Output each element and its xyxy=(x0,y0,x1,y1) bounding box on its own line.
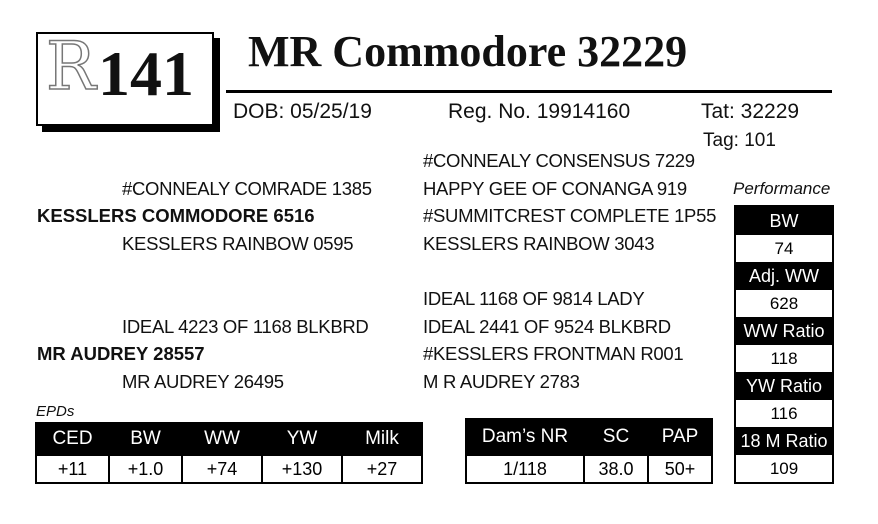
pedigree-dam-dam: MR AUDREY 26495 xyxy=(122,371,284,392)
epds-label: EPDs xyxy=(36,403,75,420)
dam-stats-header-row xyxy=(466,419,712,455)
epd-header-bw: BW xyxy=(109,423,182,455)
dam-stats-header-nr: Dam’s NR xyxy=(466,419,584,455)
pedigree-dam: MR AUDREY 28557 xyxy=(37,343,205,364)
pedigree-sire-sire: #CONNEALY COMRADE 1385 xyxy=(122,178,372,199)
perf-label-adj-ww: Adj. WW xyxy=(736,262,832,290)
pedigree-ddd: M R AUDREY 2783 xyxy=(423,371,580,392)
epds-header-row xyxy=(36,423,422,455)
dam-stats-value-pap: 50+ xyxy=(648,455,712,483)
epds-table xyxy=(35,422,423,484)
perf-label-yw-ratio: YW Ratio xyxy=(736,372,832,400)
perf-value-18m-ratio: 109 xyxy=(736,455,832,482)
perf-label-ww-ratio: WW Ratio xyxy=(736,317,832,345)
pedigree-dam-sire: IDEAL 4223 OF 1168 BLKBRD xyxy=(122,316,369,337)
performance-table xyxy=(734,205,834,484)
pedigree-dds: #KESSLERS FRONTMAN R001 xyxy=(423,343,684,364)
performance-title: Performance xyxy=(733,179,831,198)
pedigree-sss: #CONNEALY CONSENSUS 7229 xyxy=(423,150,695,171)
perf-value-bw: 74 xyxy=(736,235,832,262)
epd-header-milk: Milk xyxy=(342,423,422,455)
perf-label-18m-ratio: 18 M Ratio xyxy=(736,427,832,455)
epd-value-ced: +11 xyxy=(36,455,109,483)
perf-value-ww-ratio: 118 xyxy=(736,345,832,372)
perf-label-bw: BW xyxy=(736,207,832,235)
reg-number-text: Reg. No. 19914160 xyxy=(448,100,631,123)
dam-stats-value-row xyxy=(466,455,712,483)
pedigree-sdd: KESSLERS RAINBOW 3043 xyxy=(423,233,655,254)
epd-header-ww: WW xyxy=(182,423,262,455)
dam-stats-value-nr: 1/118 xyxy=(466,455,584,483)
epd-header-yw: YW xyxy=(262,423,342,455)
pedigree-dss: IDEAL 1168 OF 9814 LADY xyxy=(423,288,645,309)
dam-stats-table xyxy=(465,418,713,484)
title-divider xyxy=(226,90,832,93)
epds-value-row xyxy=(36,455,422,483)
perf-value-adj-ww: 628 xyxy=(736,290,832,317)
lot-letter-watermark: R xyxy=(46,28,96,105)
pedigree-sds: #SUMMITCREST COMPLETE 1P55 xyxy=(423,205,717,226)
lot-number: 141 xyxy=(98,38,194,109)
pedigree-dsd: IDEAL 2441 OF 9524 BLKBRD xyxy=(423,316,671,337)
epd-value-ww: +74 xyxy=(182,455,262,483)
dam-stats-header-pap: PAP xyxy=(648,419,712,455)
pedigree-sire: KESSLERS COMMODORE 6516 xyxy=(37,205,315,226)
lot-box xyxy=(36,28,214,126)
tag-text: Tag: 101 xyxy=(703,130,776,151)
dob-text: DOB: 05/25/19 xyxy=(233,100,372,123)
animal-name: MR Commodore 32229 xyxy=(248,27,688,76)
epd-value-yw: +130 xyxy=(262,455,342,483)
pedigree-sire-dam: KESSLERS RAINBOW 0595 xyxy=(122,233,354,254)
tattoo-text: Tat: 32229 xyxy=(701,100,800,123)
epd-value-bw: +1.0 xyxy=(109,455,182,483)
perf-value-yw-ratio: 116 xyxy=(736,400,832,427)
dam-stats-header-sc: SC xyxy=(584,419,648,455)
epd-value-milk: +27 xyxy=(342,455,422,483)
epd-header-ced: CED xyxy=(36,423,109,455)
pedigree-ssd: HAPPY GEE OF CONANGA 919 xyxy=(423,178,687,199)
dam-stats-value-sc: 38.0 xyxy=(584,455,648,483)
